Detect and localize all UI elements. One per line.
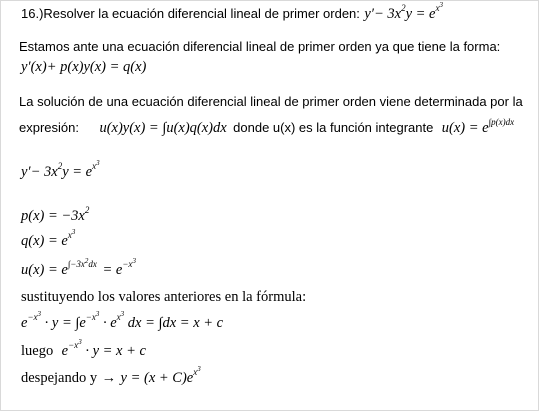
luego-equation: $e^{-x^3} \cdot y = x + c$ xyxy=(61,338,146,359)
luego-label: luego xyxy=(21,343,54,359)
luego-line xyxy=(21,338,146,360)
problem-equation: $y'- 3x^2y = e^{x^3}$ xyxy=(364,1,443,22)
final-label: despejando y xyxy=(21,370,98,386)
p-definition: $p(x) = -3x^2$ xyxy=(21,205,90,224)
solution-description: La solución de una ecuación diferencial lineal de primer orden viene determinada por la xyxy=(19,94,523,109)
substitution-equation: $e^{-x^3} \cdot y = \int e^{-x^3} \cdot e^{x^3}$ dx = ∫dx = x + c xyxy=(21,310,224,331)
final-result: $y = (x + C)e^{x^3}$ xyxy=(120,365,201,386)
integrating-factor-formula: $u(x) = e^{\int p(x)dx}$ xyxy=(441,117,515,136)
q-definition: $q(x) = e^{x^3}$ xyxy=(21,228,76,249)
integrating-factor-text: donde u(x) es la función integrante xyxy=(233,120,434,135)
solution-formula-line xyxy=(19,119,514,137)
final-line xyxy=(21,365,201,387)
equation-repeat: $y'- 3x^2y = e^{x^3}$ xyxy=(21,159,100,180)
solution-formula: u(x)y(x) = ∫u(x)q(x)dx xyxy=(99,120,227,136)
problem-text: 16.)Resolver la ecuación diferencial lineal de primer orden: xyxy=(21,6,360,21)
expression-label: expresión: xyxy=(19,120,79,135)
problem-statement xyxy=(21,1,443,23)
arrow-icon: → xyxy=(101,370,117,386)
substitution-text: sustituyendo los valores anteriores en la fórmula: xyxy=(21,289,307,305)
intro-text: Estamos ante una ecuación diferencial lineal de primer orden ya que tiene la forma: xyxy=(19,39,501,54)
linear-form-equation: y′(x)+ p(x)y(x) = q(x) xyxy=(21,59,147,75)
u-definition: $u(x) = e^{\int-3x^2dx} = e^{-x^3}$ xyxy=(21,257,136,278)
